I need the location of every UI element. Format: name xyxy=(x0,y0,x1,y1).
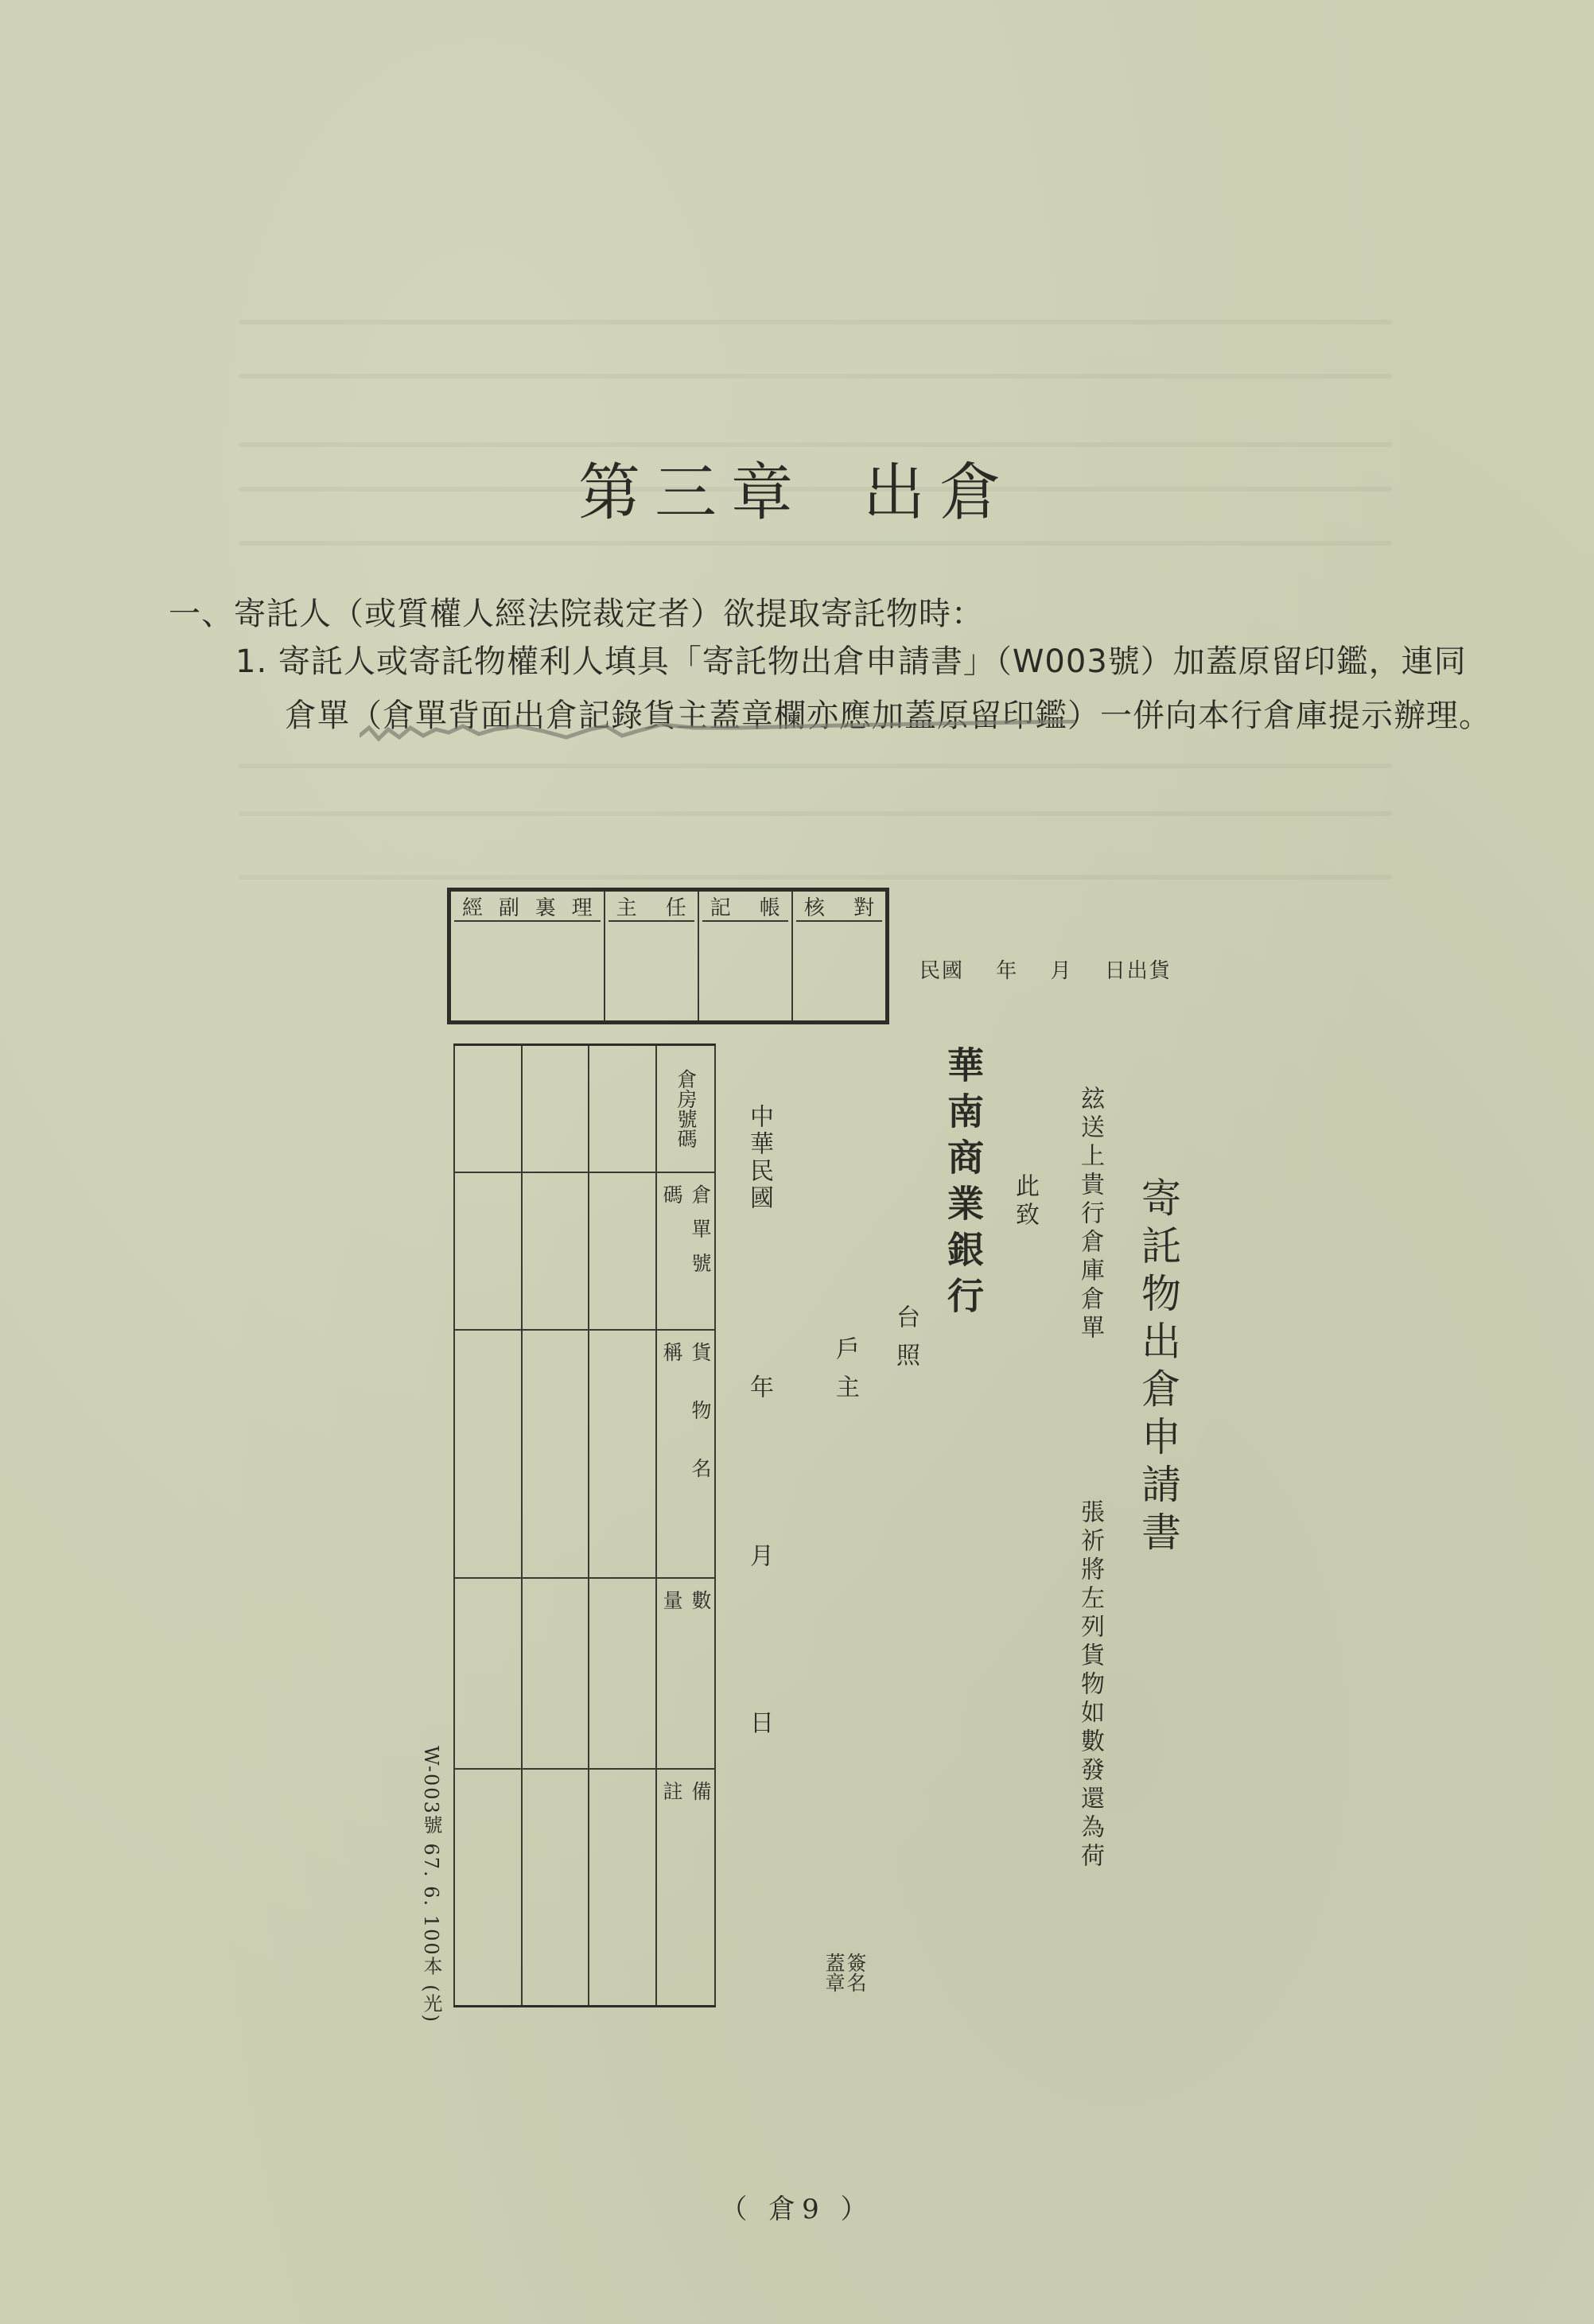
goods-column xyxy=(588,1046,655,2005)
approval-header: 主 任 xyxy=(608,892,694,922)
delivery-date-line: 民國 年 月 日出貨 xyxy=(919,959,1172,983)
approval-header: 經 副 裏 理 xyxy=(454,892,601,922)
header-receipt-no: 倉單號碼 xyxy=(657,1173,714,1331)
approval-col-manager xyxy=(451,892,605,1020)
goods-table xyxy=(453,1043,716,2007)
pencil-underline xyxy=(360,720,1075,752)
closing-text: 此致 xyxy=(1011,1173,1039,1230)
bleed-through xyxy=(239,374,1392,379)
bleed-through xyxy=(239,811,1392,816)
form-body-line: 張祈將左列貨物如數發還為荷 xyxy=(1076,1499,1104,1871)
day-label: 日 xyxy=(745,1710,773,1734)
goods-column xyxy=(453,1046,521,2005)
form-code: W-003號 67. 6. 100本 (光) xyxy=(420,1746,442,2023)
section-heading: 一、寄託人（或質權人經法院裁定者）欲提取寄託物時： xyxy=(169,596,984,632)
page-number: （ 倉9 ） xyxy=(720,2194,874,2225)
bleed-through xyxy=(239,875,1392,880)
approval-col-checker xyxy=(793,892,885,1020)
goods-header-column xyxy=(655,1046,716,2005)
header-quantity: 數量 xyxy=(657,1579,714,1770)
bleed-through xyxy=(239,320,1392,325)
signature-label: 簽名 蓋章 xyxy=(822,1953,867,1992)
form-title: 寄託物出倉申請書 xyxy=(1135,1177,1181,1559)
paragraph-line: 1. 寄託人或寄託物權利人填具「寄託物出倉申請書」（W003號）加蓋原留印鑑，連同 xyxy=(235,643,1467,680)
approval-col-bookkeeper xyxy=(699,892,793,1020)
chapter-number: 第三章 xyxy=(577,457,807,530)
salutation: 台照 xyxy=(892,1304,919,1381)
goods-column xyxy=(521,1046,589,2005)
header-goods-name: 貨物名稱 xyxy=(657,1331,714,1579)
chapter-name: 出倉 xyxy=(863,457,1017,530)
applicant-label: 戶主 xyxy=(831,1336,859,1413)
roc-label: 中華民國 xyxy=(745,1104,773,1212)
approval-box xyxy=(447,888,889,1024)
chapter-title xyxy=(0,443,1594,532)
approval-header: 核 對 xyxy=(796,892,882,922)
header-warehouse-no: 倉房號碼 xyxy=(657,1046,714,1173)
year-label: 年 xyxy=(745,1374,773,1398)
form-body-line: 玆送上貴行倉庫倉單 xyxy=(1076,1086,1104,1343)
bleed-through xyxy=(239,541,1392,546)
approval-header: 記 帳 xyxy=(702,892,788,922)
paragraph-line: 倉單（倉單背面出倉記錄貨主蓋章欄亦應加蓋原留印鑑）一併向本行倉庫提示辦理。 xyxy=(285,698,1491,734)
header-remarks: 備註 xyxy=(660,1781,713,1928)
bleed-through xyxy=(239,764,1392,768)
month-label: 月 xyxy=(745,1543,773,1567)
approval-col-supervisor xyxy=(605,892,699,1020)
bank-name: 華南商業銀行 xyxy=(942,1046,985,1323)
